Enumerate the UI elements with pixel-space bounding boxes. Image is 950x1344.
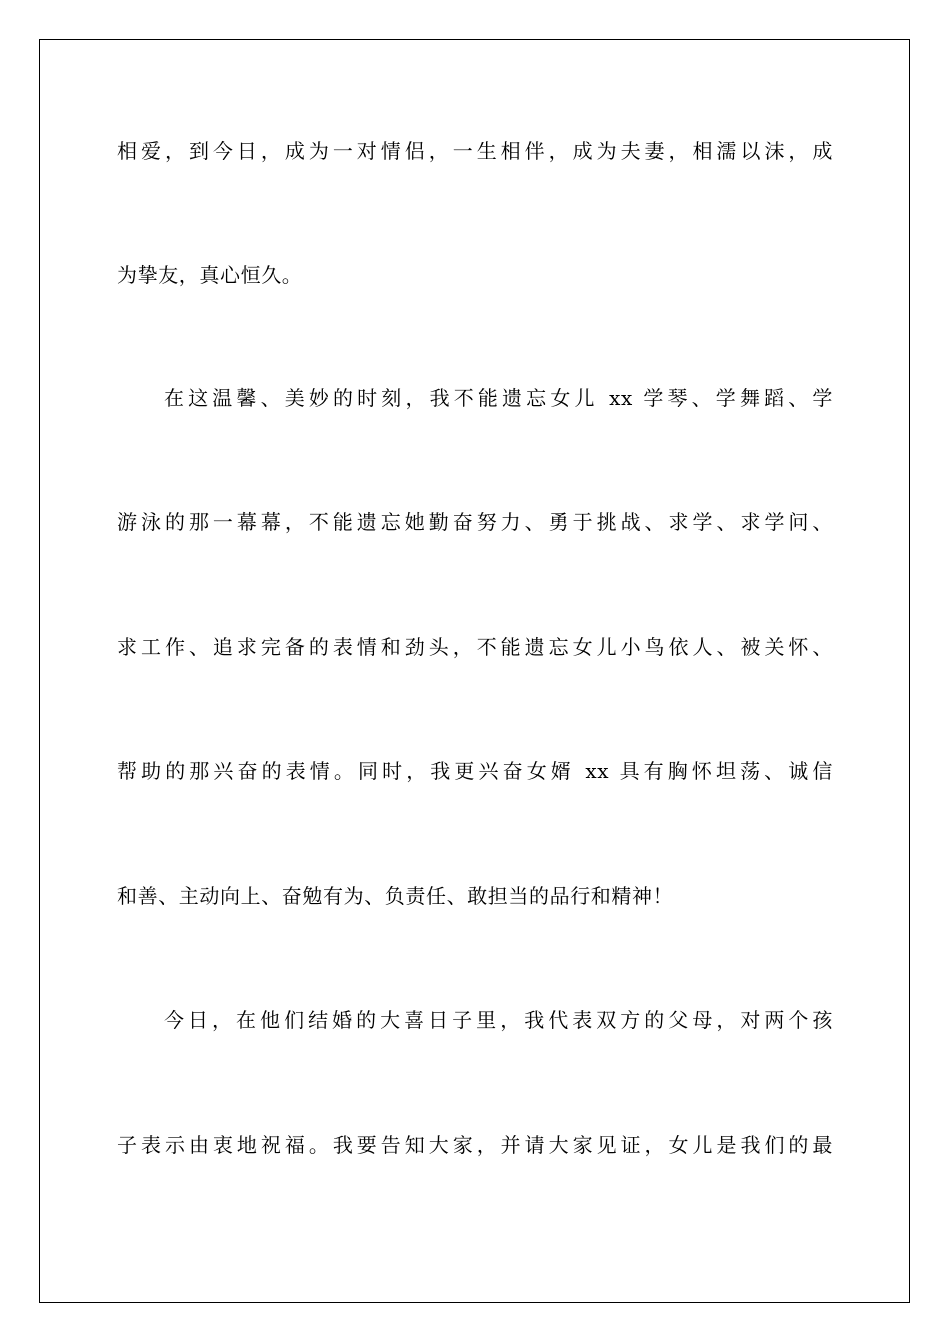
paragraph-line: 和善、主动向上、奋勉有为、负责任、敢担当的品行和精神！ bbox=[117, 884, 674, 908]
paragraph-line: 今日，在他们结婚的大喜日子里，我代表双方的父母，对两个孩 bbox=[164, 1008, 833, 1032]
paragraph-line: 在这温馨、美妙的时刻，我不能遗忘女儿 xx 学琴、学舞蹈、学 bbox=[164, 386, 833, 410]
page-frame bbox=[39, 39, 910, 1303]
paragraph-line: 求工作、追求完备的表情和劲头，不能遗忘女儿小鸟依人、被关怀、 bbox=[117, 635, 833, 659]
paragraph-line: 帮助的那兴奋的表情。同时，我更兴奋女婿 xx 具有胸怀坦荡、诚信 bbox=[117, 759, 833, 783]
paragraph-line: 相爱，到今日，成为一对情侣，一生相伴，成为夫妻，相濡以沫，成 bbox=[117, 139, 833, 163]
paragraph-line: 子表示由衷地祝福。我要告知大家，并请大家见证，女儿是我们的最 bbox=[117, 1133, 833, 1157]
paragraph-line: 为挚友，真心恒久。 bbox=[117, 263, 303, 287]
paragraph-line: 游泳的那一幕幕，不能遗忘她勤奋努力、勇于挑战、求学、求学问、 bbox=[117, 510, 833, 534]
